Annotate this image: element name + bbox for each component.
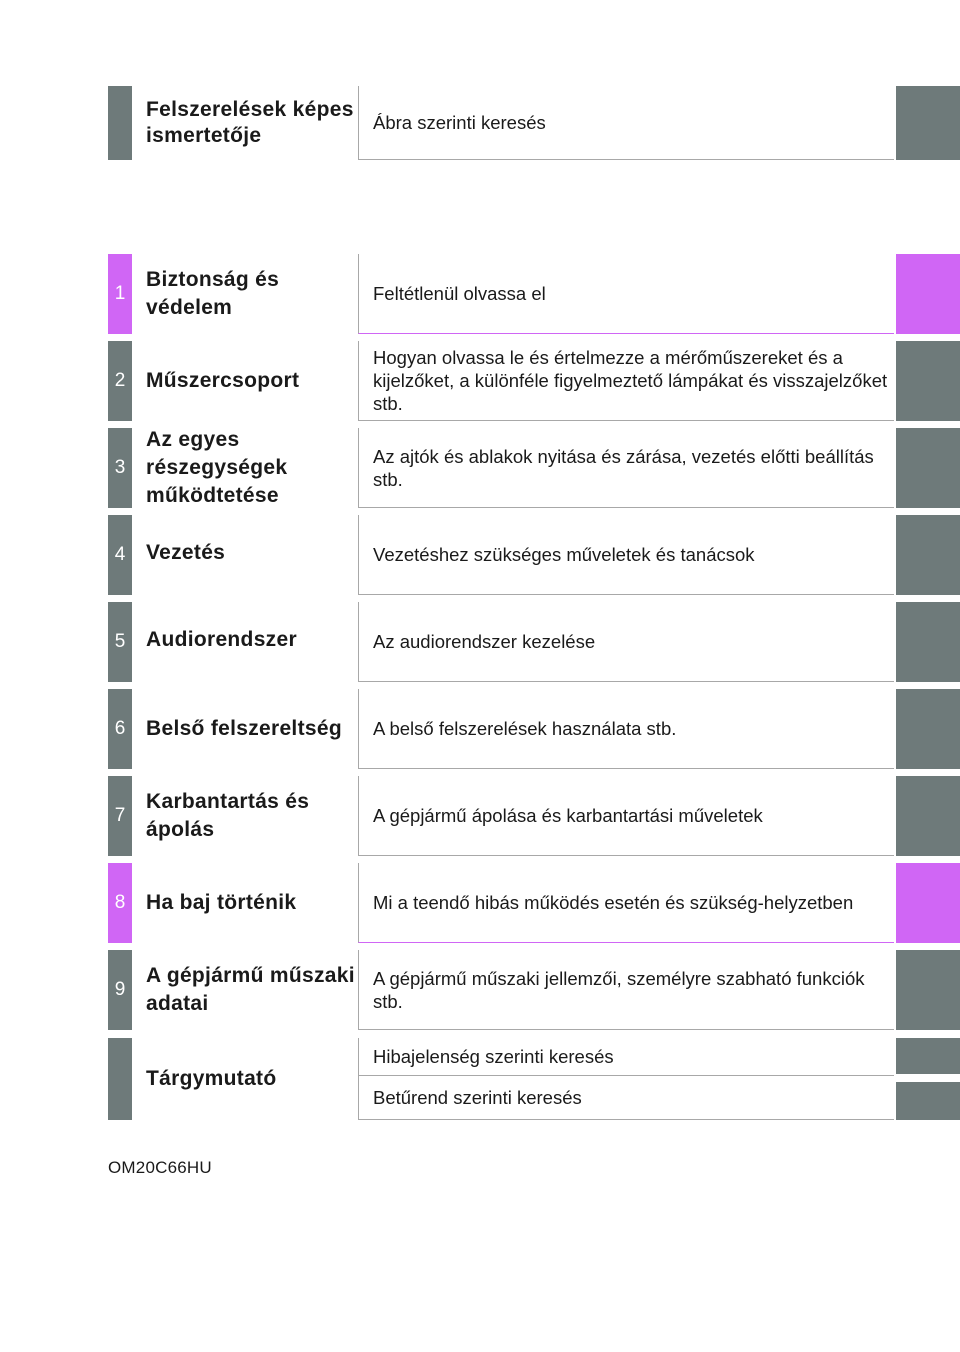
chapter-row-3[interactable] [108,428,960,508]
chapter-description: A gépjármű műszaki jellemzői, személyre szabható funkciók stb. [358,950,894,1030]
chapter-title: A gépjármű műszaki adatai [146,964,355,1015]
chapter-tab[interactable] [896,776,960,856]
chapter-row-6[interactable] [108,689,960,769]
chapter-number: 4 [108,515,132,595]
chapter-number: 1 [108,254,132,334]
chapter-row-9[interactable] [108,950,960,1030]
document-code: OM20C66HU [108,1158,212,1177]
chapter-description: Az ajtók és ablakok nyitása és zárása, vezetés előtti beállítás stb. [358,428,894,508]
chapter-tab[interactable] [896,863,960,943]
index-marker [108,1038,132,1120]
chapter-description: A gépjármű ápolása és karbantartási műveletek [358,776,894,856]
chapter-row-8[interactable] [108,863,960,943]
chapter-tab[interactable] [896,602,960,682]
chapter-row-2[interactable] [108,341,960,421]
chapter-number: 5 [108,602,132,682]
header-tab[interactable] [896,86,960,160]
chapter-tab[interactable] [896,515,960,595]
chapter-row-1[interactable] [108,254,960,334]
index-description-fault[interactable]: Hibajelenség szerinti keresés [358,1038,894,1076]
chapter-number: 3 [108,428,132,508]
header-title: Felszerelések képes ismertetője [146,98,354,147]
chapter-title: Műszercsoport [146,369,300,392]
chapter-description: Mi a teendő hibás működés esetén és szükség-helyzetben [358,863,894,943]
chapter-number: 7 [108,776,132,856]
chapter-number: 2 [108,341,132,421]
chapter-number: 9 [108,950,132,1030]
chapter-row-4[interactable] [108,515,960,595]
chapter-title: Biztonság és védelem [146,268,280,319]
chapter-description: Vezetéshez szükséges műveletek és tanácsok [358,515,894,595]
chapter-description: Hogyan olvassa le és értelmezze a mérőműszereket és a kijelzőket, a különféle figyelmeztető lámpákat és visszajelzőket stb. [358,341,894,421]
chapter-description: A belső felszerelések használata stb. [358,689,894,769]
index-title: Tárgymutató [146,1067,277,1090]
chapter-tab[interactable] [896,950,960,1030]
chapter-row-5[interactable] [108,602,960,682]
header-description: Ábra szerinti keresés [358,86,894,160]
chapter-title: Az egyes részegységek működtetése [146,428,288,507]
index-description-alphabetical[interactable]: Betűrend szerinti keresés [358,1076,894,1120]
chapter-title: Karbantartás és ápolás [146,790,310,841]
index-tab-fault[interactable] [896,1038,960,1074]
index-tab-alphabetical[interactable] [896,1082,960,1120]
chapter-title: Ha baj történik [146,891,297,914]
index-row[interactable] [108,1038,960,1120]
chapter-title: Belső felszereltség [146,717,342,740]
header-marker [108,86,132,160]
chapter-description: Feltétlenül olvassa el [358,254,894,334]
chapter-description: Az audiorendszer kezelése [358,602,894,682]
header-row[interactable] [108,86,960,160]
chapter-title: Audiorendszer [146,628,297,651]
chapter-tab[interactable] [896,689,960,769]
chapter-tab[interactable] [896,341,960,421]
chapter-number: 6 [108,689,132,769]
chapter-tab[interactable] [896,428,960,508]
chapter-number: 8 [108,863,132,943]
chapter-tab[interactable] [896,254,960,334]
chapter-row-7[interactable] [108,776,960,856]
chapter-title: Vezetés [146,541,226,564]
